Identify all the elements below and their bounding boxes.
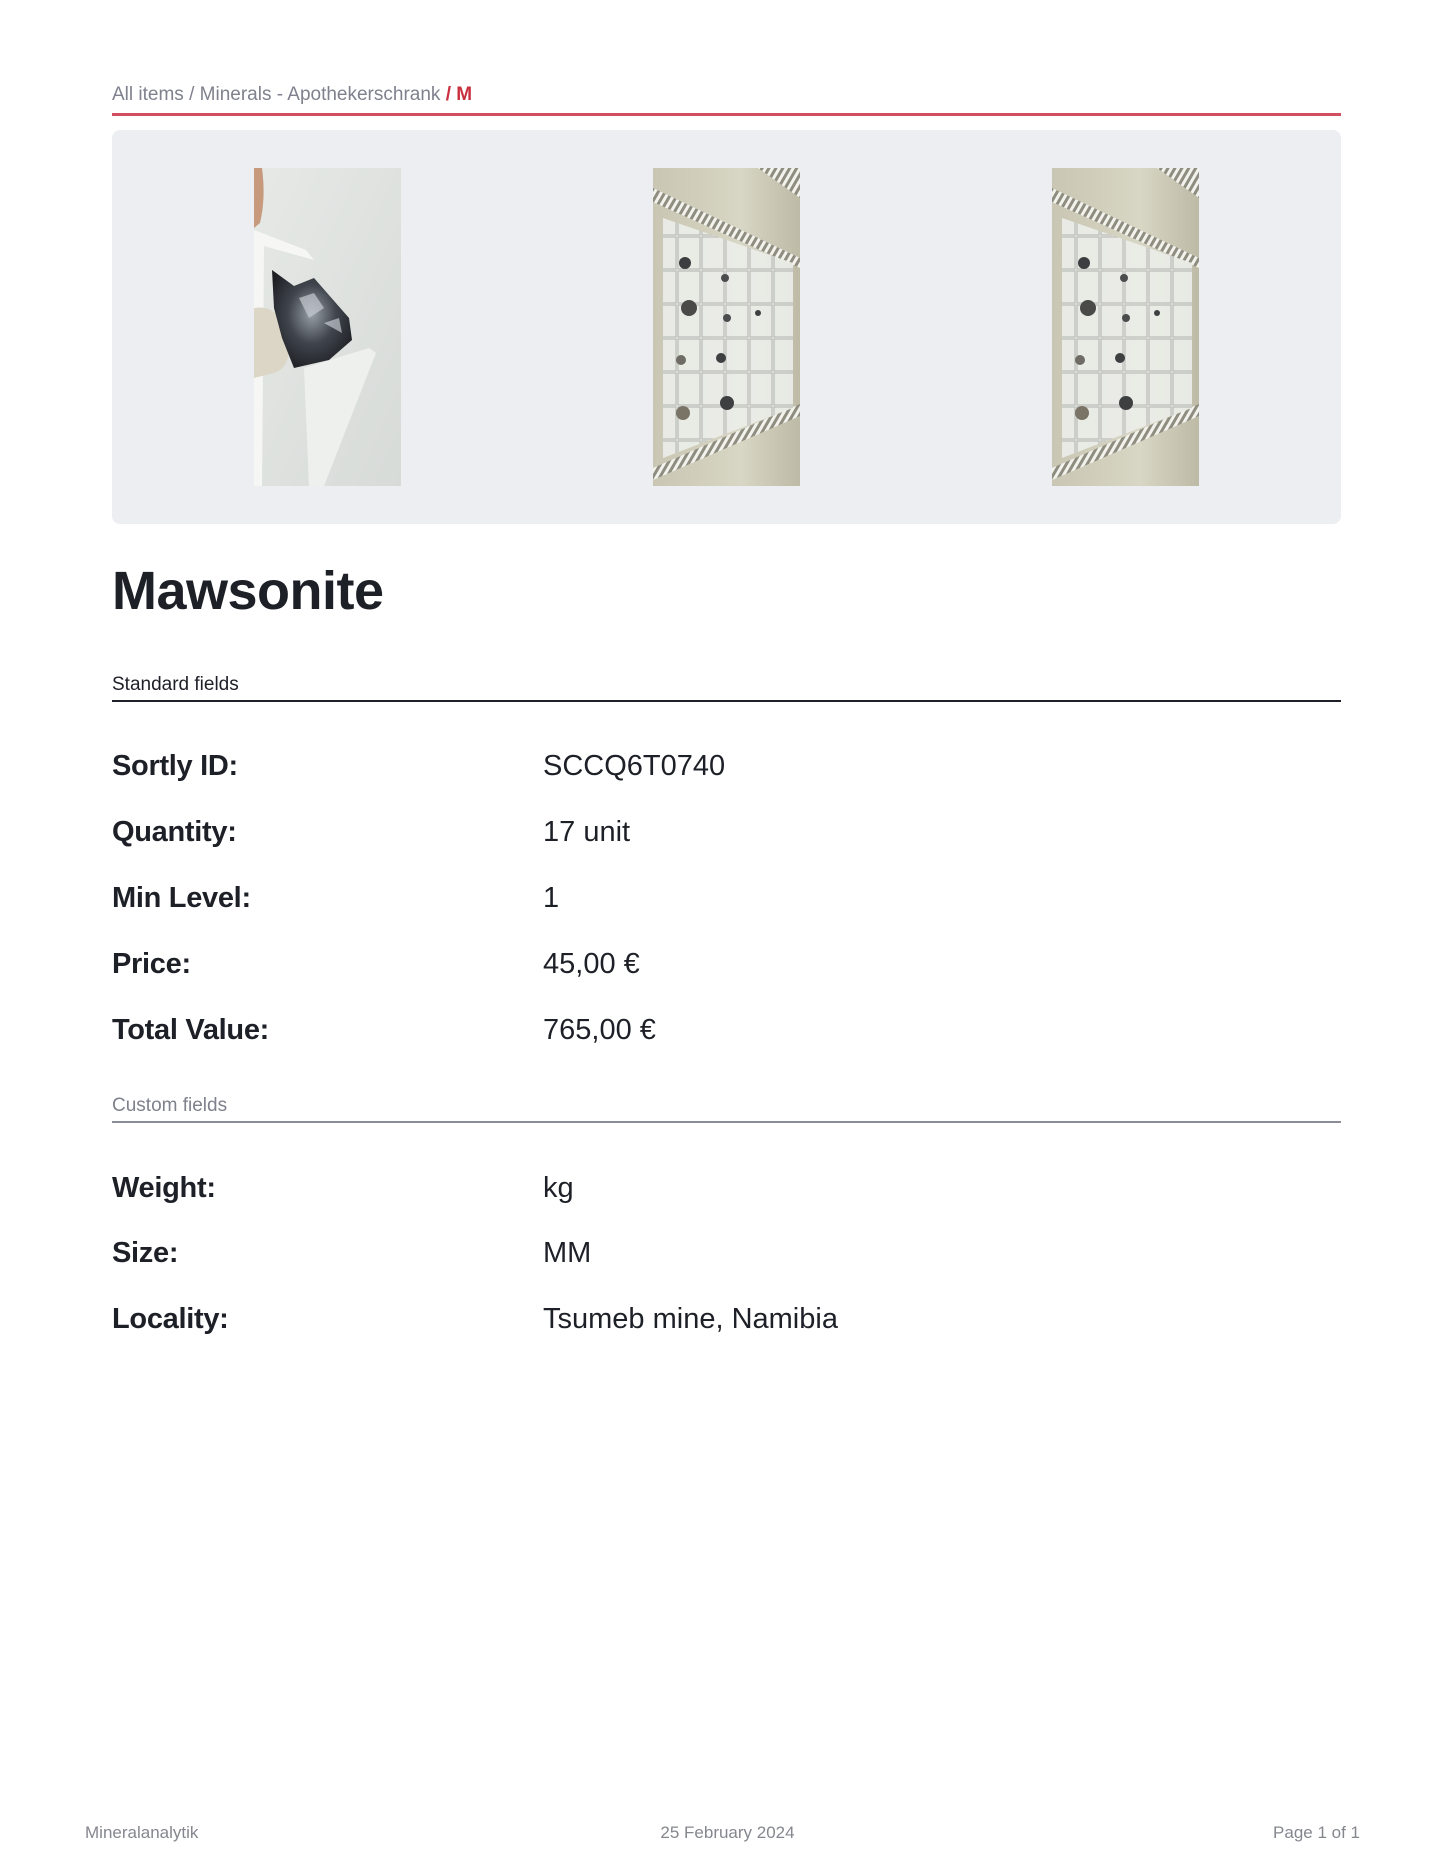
photo-specimen[interactable] bbox=[254, 168, 401, 486]
footer-company: Mineralanalytik bbox=[85, 1823, 199, 1842]
field-row-quantity bbox=[112, 816, 1341, 856]
photo-gallery bbox=[112, 130, 1341, 524]
breadcrumb-divider bbox=[112, 113, 1341, 116]
field-value: kg bbox=[543, 1172, 574, 1204]
field-row-total-value bbox=[112, 1014, 1341, 1054]
footer-page-number: Page 1 of 1 bbox=[1273, 1823, 1360, 1842]
field-key: Total Value: bbox=[112, 1014, 270, 1046]
photo-cabinet[interactable] bbox=[1052, 168, 1199, 486]
field-row-price bbox=[112, 948, 1341, 988]
item-title: Mawsonite bbox=[112, 561, 384, 621]
field-value: 45,00 € bbox=[543, 948, 640, 980]
field-key: Locality: bbox=[112, 1303, 229, 1335]
field-row-min-level bbox=[112, 882, 1341, 922]
field-key: Size: bbox=[112, 1237, 179, 1269]
breadcrumb-current: M bbox=[456, 84, 473, 105]
custom-fields-heading: Custom fields bbox=[112, 1095, 228, 1116]
field-value: Tsumeb mine, Namibia bbox=[543, 1303, 838, 1335]
field-value: 17 unit bbox=[543, 816, 631, 848]
breadcrumb-all-items[interactable]: All items bbox=[112, 84, 184, 105]
breadcrumb-separator: / bbox=[440, 84, 457, 105]
photo-cabinet[interactable] bbox=[653, 168, 800, 486]
field-value: MM bbox=[543, 1237, 592, 1269]
field-row-size bbox=[112, 1237, 1341, 1277]
breadcrumb bbox=[112, 84, 472, 106]
field-value: SCCQ6T0740 bbox=[543, 750, 726, 782]
field-row-weight bbox=[112, 1172, 1341, 1212]
breadcrumb-minerals[interactable]: Minerals - Apothekerschrank bbox=[199, 84, 441, 105]
field-key: Price: bbox=[112, 948, 191, 980]
mineral-photo-icon bbox=[254, 168, 401, 486]
field-row-locality bbox=[112, 1303, 1341, 1343]
field-key: Weight: bbox=[112, 1172, 216, 1204]
field-key: Quantity: bbox=[112, 816, 237, 848]
field-key: Min Level: bbox=[112, 882, 251, 914]
field-value: 1 bbox=[543, 882, 560, 914]
field-key: Sortly ID: bbox=[112, 750, 238, 782]
breadcrumb-separator: / bbox=[183, 84, 200, 105]
standard-fields-heading: Standard fields bbox=[112, 674, 239, 695]
custom-fields-divider bbox=[112, 1121, 1341, 1123]
cabinet-photo-icon bbox=[653, 168, 800, 486]
field-value: 765,00 € bbox=[543, 1014, 656, 1046]
cabinet-photo-icon bbox=[1052, 168, 1199, 486]
field-row-sortly-id bbox=[112, 750, 1341, 790]
standard-fields-divider bbox=[112, 700, 1341, 702]
footer-date: 25 February 2024 bbox=[660, 1823, 795, 1842]
